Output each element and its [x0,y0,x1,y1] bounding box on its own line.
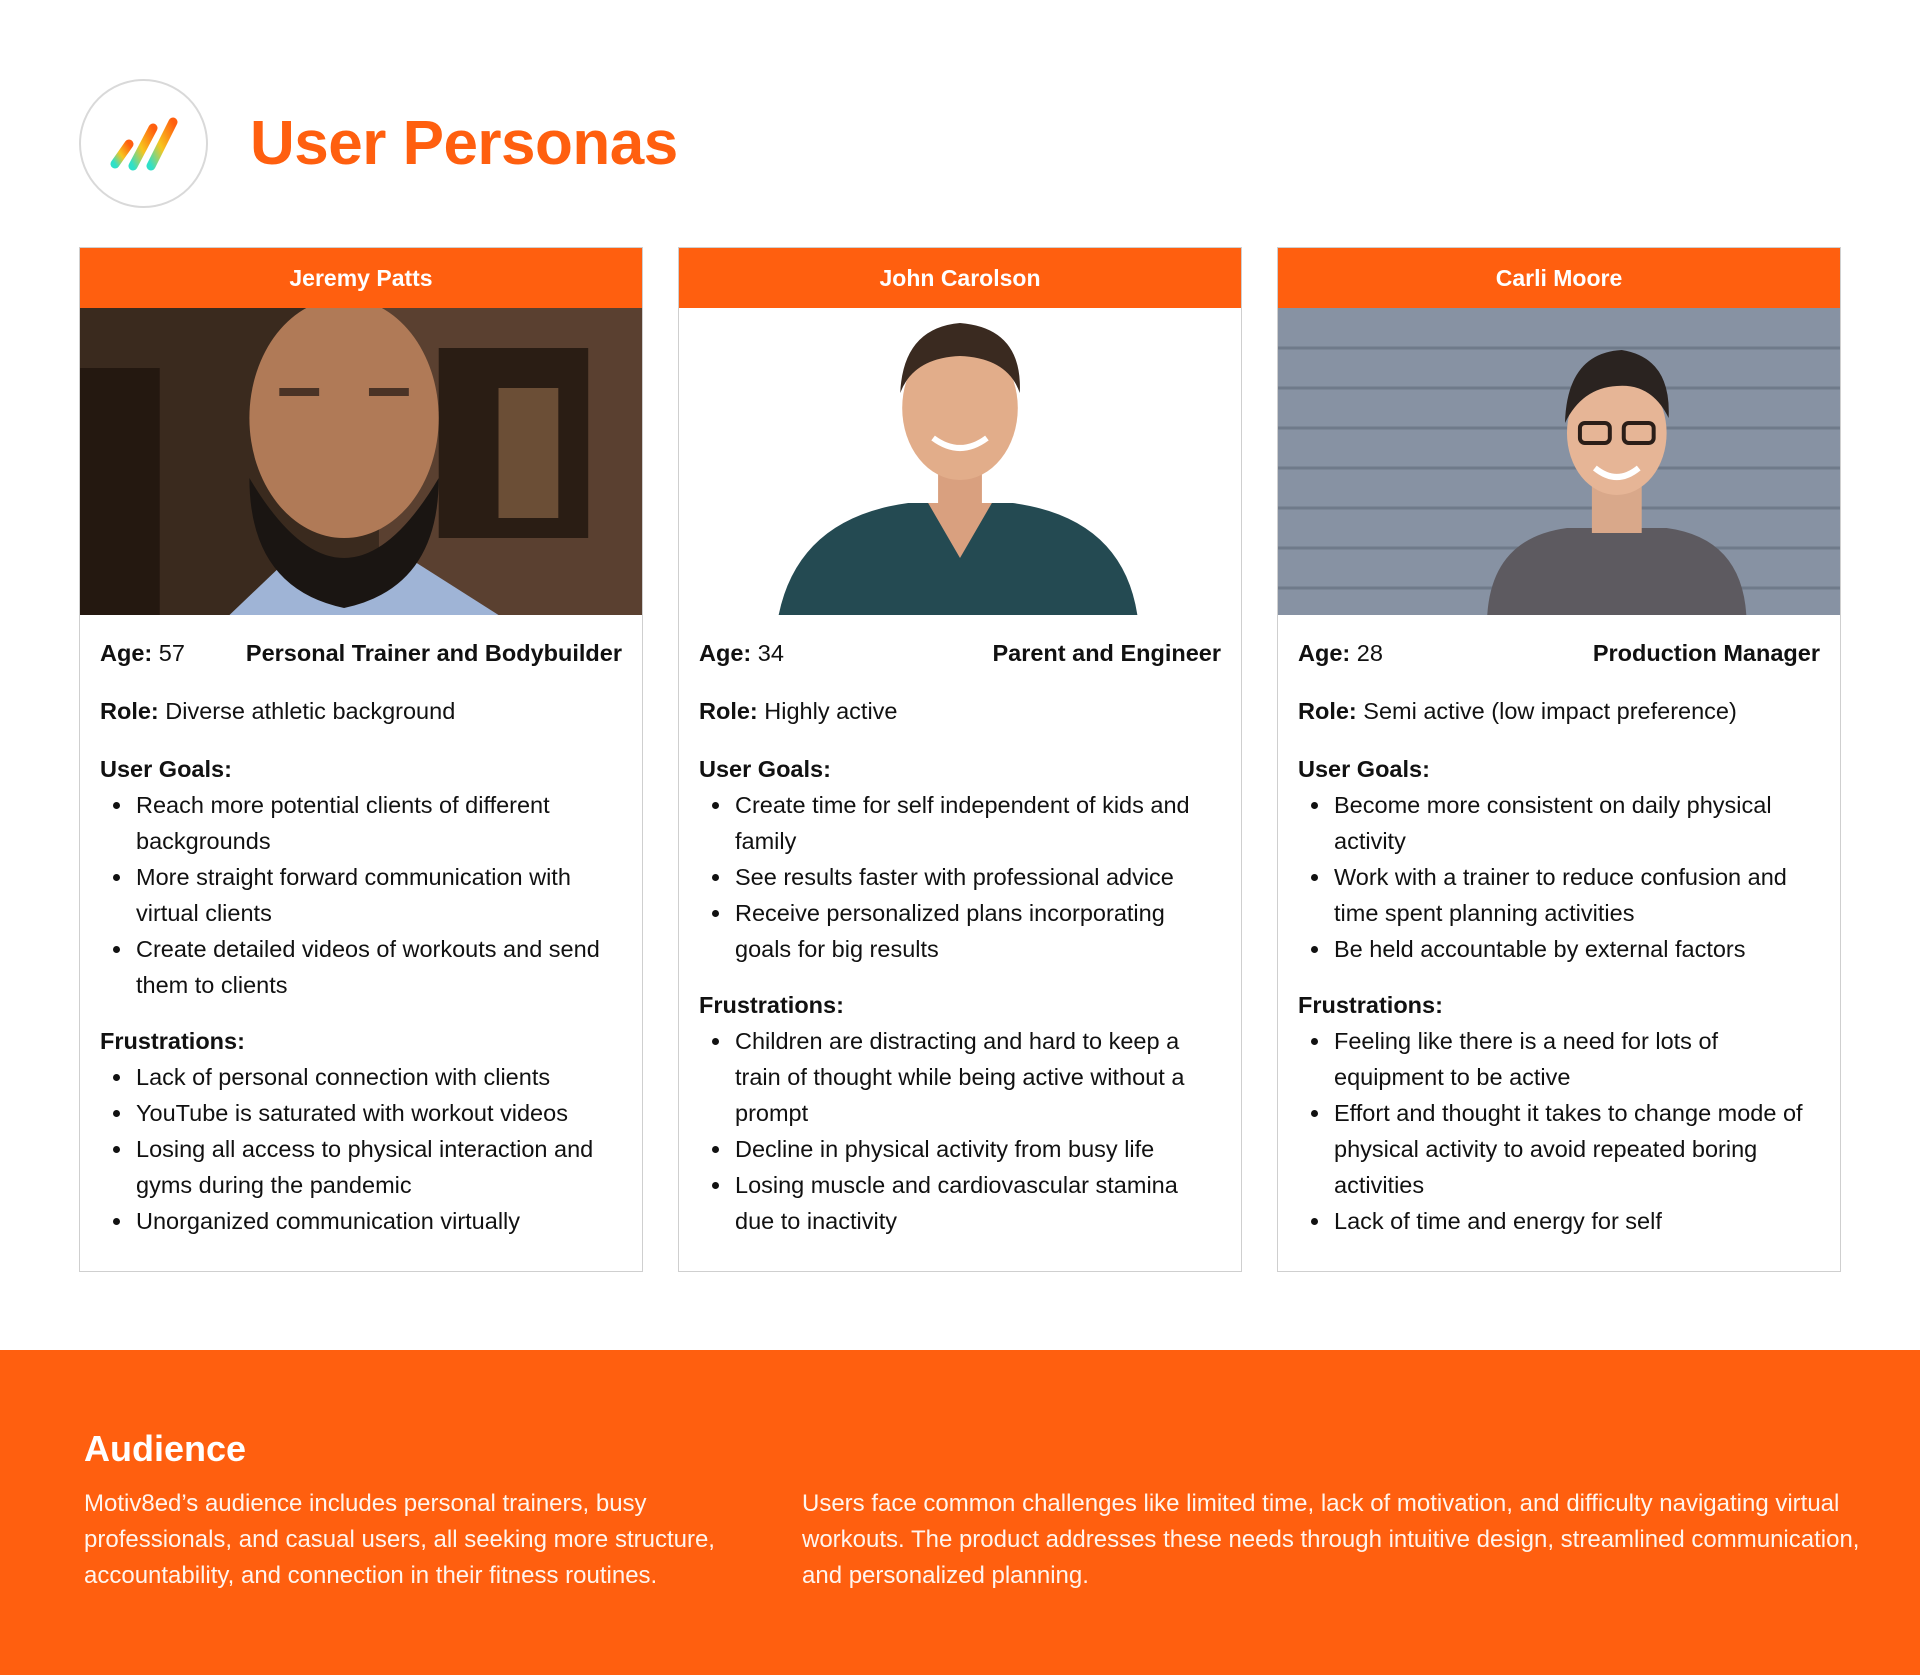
goals-list [100,787,622,1003]
goals-title: User Goals: [1298,756,1430,782]
list-item: Losing all access to physical interaction and gyms during the pandemic [100,1131,622,1203]
woman-with-glasses-photo [1278,308,1840,615]
frustrations-list [699,1023,1221,1239]
goals-list [699,787,1221,967]
persona-card [678,247,1242,1272]
list-item: Unorganized communication virtually [100,1203,622,1239]
persona-cards [79,247,1842,1272]
list-item: YouTube is saturated with workout videos [100,1095,622,1131]
persona-name: Carli Moore [1278,248,1840,308]
list-item: See results faster with professional advice [699,859,1221,895]
audience-text-right: Users face common challenges like limited time, lack of motivation, and difficulty navigating virtual workouts. The product addresses these needs through intuitive design, streamlined communication, and personalized planning. [802,1490,1860,1589]
audience-section [0,1350,1920,1675]
role: Role: Highly active [699,698,898,724]
frustrations-list [100,1059,622,1239]
motiv8ed-stripes-logo-icon [107,114,181,174]
list-item: Work with a trainer to reduce confusion and time spent planning activities [1298,859,1820,931]
persona-name: Jeremy Patts [80,248,642,308]
occupation: Personal Trainer and Bodybuilder [245,640,622,666]
goals-title: User Goals: [100,756,232,782]
bearded-man-photo [80,308,642,615]
frustrations-title: Frustrations: [699,992,844,1018]
list-item: Create detailed videos of workouts and send them to clients [100,931,622,1003]
frustrations-title: Frustrations: [100,1028,245,1054]
persona-card [1277,247,1841,1272]
page-title: User Personas [250,109,678,178]
page-header [79,79,678,208]
role: Role: Diverse athletic background [100,698,456,724]
list-item: Children are distracting and hard to keep a train of thought while being active without a prompt [699,1023,1221,1131]
smiling-man-photo [679,308,1241,615]
audience-text-left: Motiv8ed’s audience includes personal trainers, busy professionals, and casual users, all seeking more structure, accountability, and connection in their fitness routines. [84,1490,715,1589]
goals-title: User Goals: [699,756,831,782]
list-item: Feeling like there is a need for lots of equipment to be active [1298,1023,1820,1095]
list-item: Receive personalized plans incorporating goals for big results [699,895,1221,967]
list-item: Become more consistent on daily physical activity [1298,787,1820,859]
list-item: Lack of time and energy for self [1298,1203,1820,1239]
role: Role: Semi active (low impact preference) [1298,698,1737,724]
persona-name: John Carolson [679,248,1241,308]
list-item: Losing muscle and cardiovascular stamina due to inactivity [699,1167,1221,1239]
age: Age: 34 [699,640,784,666]
logo [79,79,208,208]
list-item: Effort and thought it takes to change mode of physical activity to avoid repeated boring activities [1298,1095,1820,1203]
audience-title: Audience [84,1428,247,1469]
persona-card [79,247,643,1272]
list-item: Decline in physical activity from busy life [699,1131,1221,1167]
frustrations-list [1298,1023,1820,1239]
goals-list [1298,787,1820,967]
frustrations-title: Frustrations: [1298,992,1443,1018]
list-item: Create time for self independent of kids and family [699,787,1221,859]
list-item: Lack of personal connection with clients [100,1059,622,1095]
age: Age: 28 [1298,640,1383,666]
list-item: More straight forward communication with virtual clients [100,859,622,931]
occupation: Production Manager [1592,640,1820,666]
occupation: Parent and Engineer [992,640,1221,666]
list-item: Reach more potential clients of different backgrounds [100,787,622,859]
age: Age: 57 [100,640,185,666]
list-item: Be held accountable by external factors [1298,931,1820,967]
